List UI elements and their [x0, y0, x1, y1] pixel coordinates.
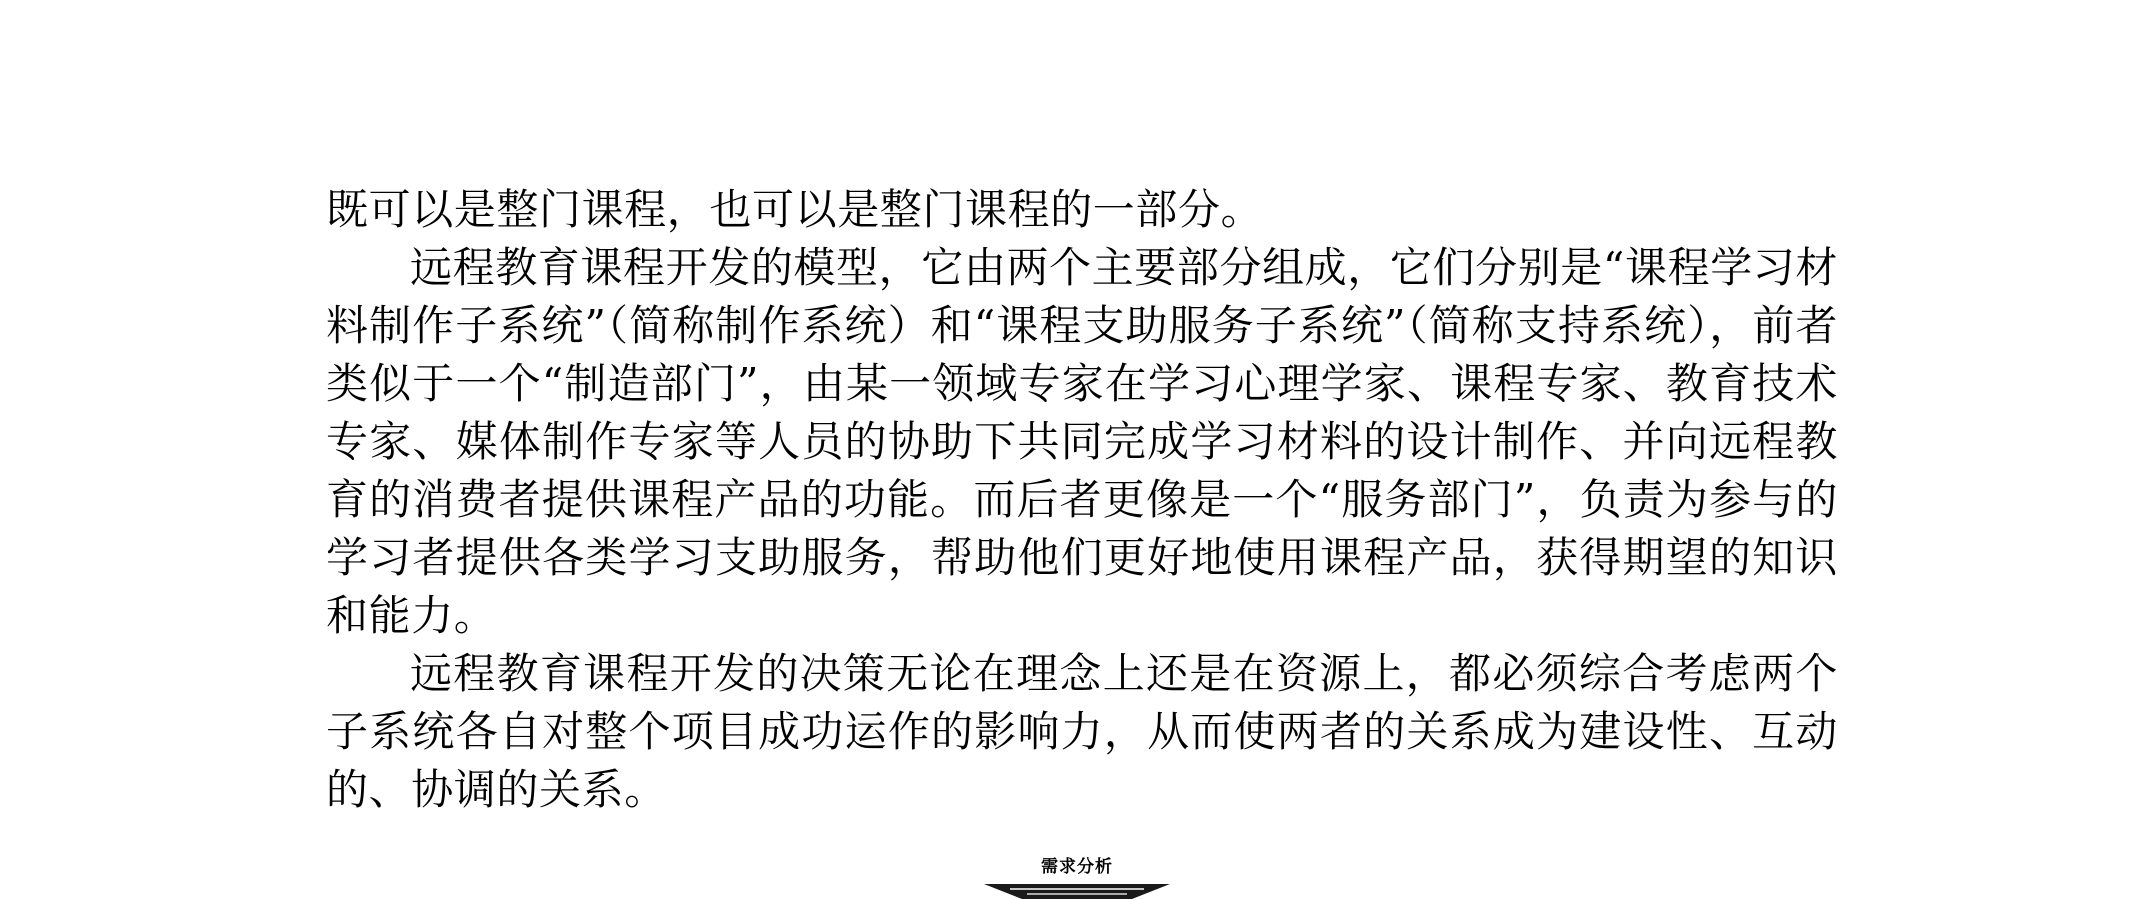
paragraph-3: 远程教育课程开发的决策无论在理念上还是在资源上，都必须综合考虑两个子系统各自对整个项目成功运作的影响力，从而使两者的关系成为建设性、互动的、协调的关系。: [326, 649, 1838, 814]
diagram-node-label: 需求分析: [1041, 857, 1113, 877]
body-text: [326, 181, 1838, 819]
diagram-arrow-shape: [982, 882, 1172, 900]
diagram-fragment: [982, 856, 1172, 900]
paragraph-2: 远程教育课程开发的模型，它由两个主要部分组成，它们分别是“课程学习材料制作子系统”（简称制作系统）和“课程支助服务子系统”（简称支持系统），前者类似于一个“制造部门”，由某一领域专家在学习心理学家、课程专家、教育技术专家、媒体制作专家等人员的协助下共同完成学习材料的设计制作、并向远程教育的消费者提供课程产品的功能。而后者更像是一个“服务部门”，负责为参与的学习者提供各类学习支助服务，帮助他们更好地使用课程产品，获得期望的知识和能力。: [326, 243, 1838, 640]
paragraph-1: 既可以是整门课程，也可以是整门课程的一部分。: [326, 185, 1264, 234]
